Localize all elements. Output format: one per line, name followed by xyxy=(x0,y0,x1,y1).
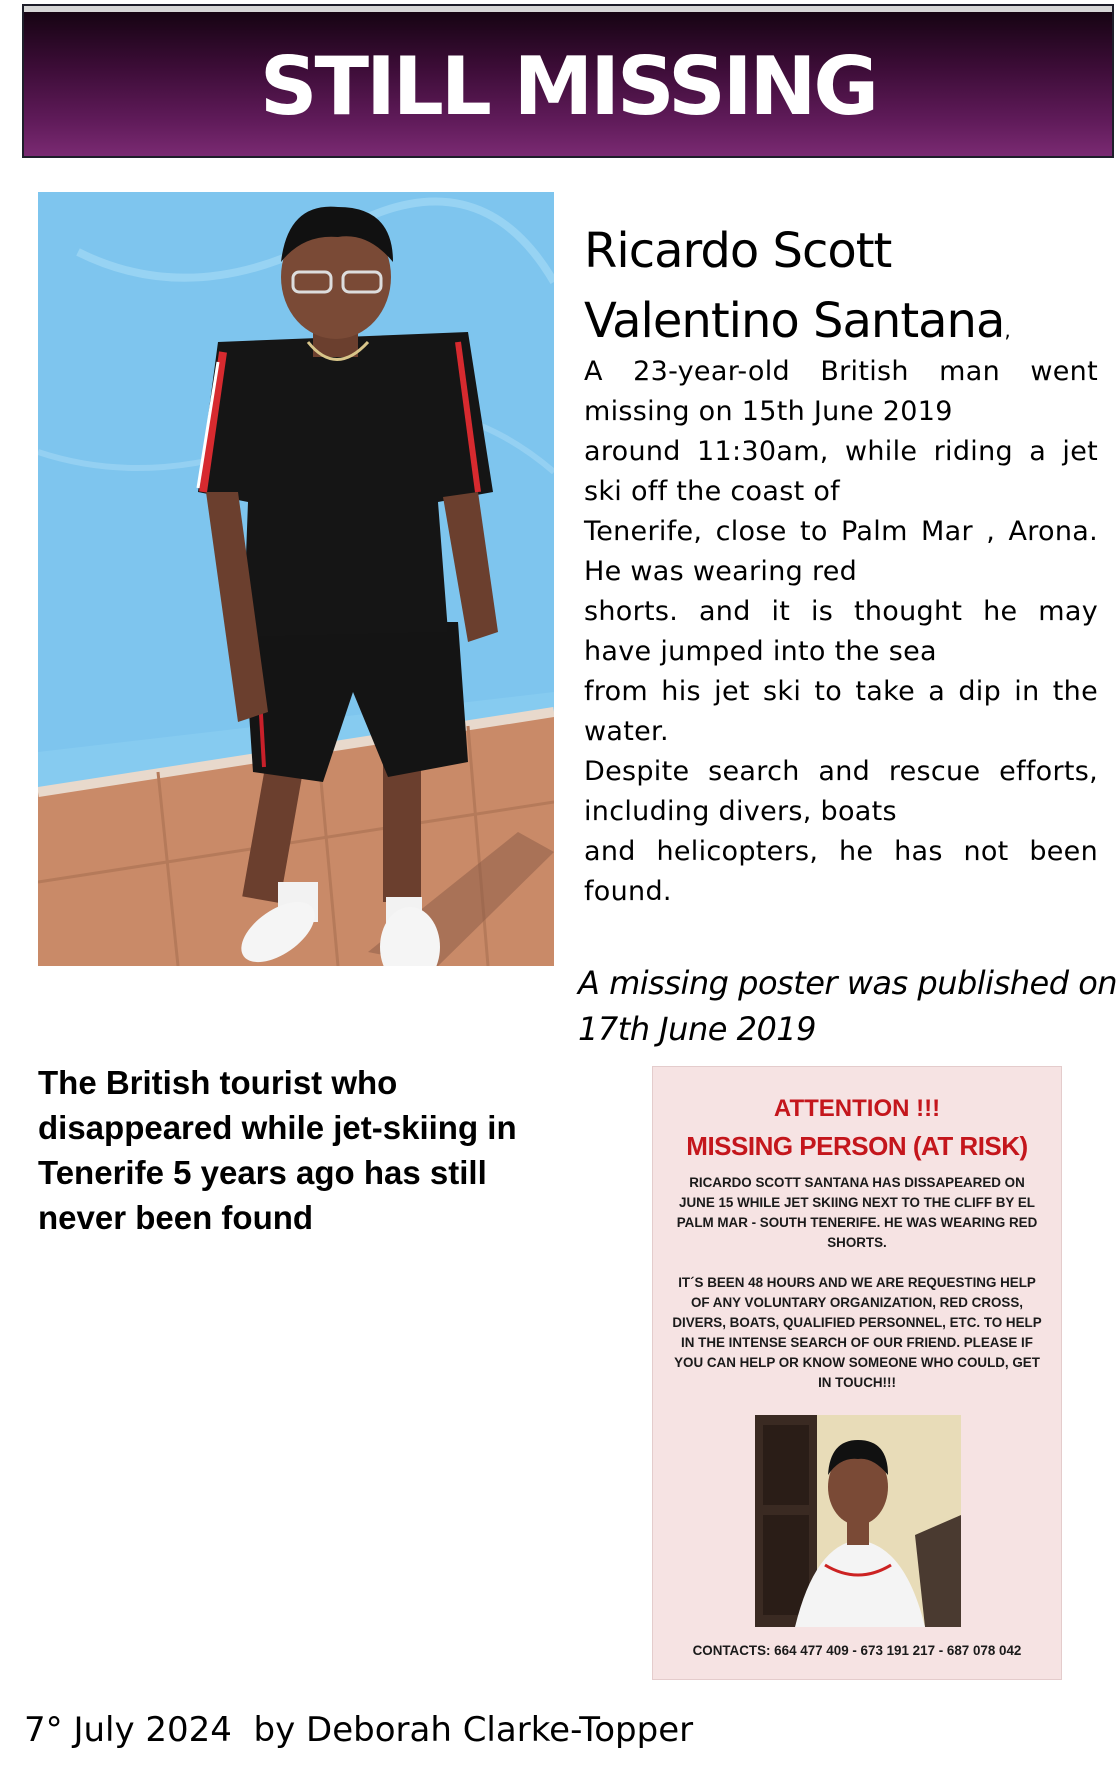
person-name xyxy=(584,216,1104,365)
title-banner xyxy=(22,4,1114,158)
person-at-pool-image xyxy=(38,192,554,966)
missing-poster xyxy=(652,1066,1062,1680)
main-photo xyxy=(38,192,554,966)
poster-photo xyxy=(755,1415,961,1627)
article-paragraph: Despite search and rescue efforts, including divers, boats xyxy=(584,756,1098,827)
poster-heading: MISSING PERSON (AT RISK) xyxy=(686,1131,1028,1161)
article-paragraph: from his jet ski to take a dip in the water. xyxy=(584,676,1098,747)
article-paragraph: around 11:30am, while riding a jet ski off the coast of xyxy=(584,436,1098,507)
name-comma: , xyxy=(1004,318,1011,342)
name-line-2-text: Valentino Santana xyxy=(584,293,1005,349)
article-paragraph: A 23-year-old British man went missing on 15th June 2019 xyxy=(584,356,1098,427)
article-body xyxy=(584,352,1098,912)
name-line-1: Ricardo Scott xyxy=(584,223,892,279)
poster-caption: A missing poster was published on 17th June 2019 xyxy=(578,964,1118,1048)
poster-text-1: RICARDO SCOTT SANTANA HAS DISSAPEARED ON JUNE 15 WHILE JET SKIING NEXT TO THE CLIFF BY EL PALM MAR - SOUTH TENERIFE. HE WAS WEARING RED SHORTS. xyxy=(676,1175,1038,1250)
byline-footer: 7° July 2024 by Deborah Clarke-Topper xyxy=(24,1710,694,1750)
poster-person-image xyxy=(755,1415,961,1627)
poster-attention: ATTENTION !!! xyxy=(773,1095,941,1122)
article-paragraph: shorts. and it is thought he may have jumped into the sea xyxy=(584,596,1098,667)
article-paragraph: Tenerife, close to Palm Mar , Arona. He was wearing red xyxy=(584,516,1098,587)
banner-title: STILL MISSING xyxy=(259,39,877,133)
subheading: The British tourist who disappeared while jet-skiing in Tenerife 5 years ago has still never been found xyxy=(38,1064,517,1236)
poster-text-2: IT´S BEEN 48 HOURS AND WE ARE REQUESTING HELP OF ANY VOLUNTARY ORGANIZATION, RED CROSS, DIVERS, BOATS, QUALIFIED PERSONNEL, ETC. TO HELP IN THE INTENSE SEARCH OF OUR FRIEND. PLEASE IF YOU CAN HELP OR KNOW SOMEONE WHO COULD, GET IN TOUCH!!! xyxy=(672,1275,1042,1390)
article-paragraph: and helicopters, he has not been found. xyxy=(584,836,1098,907)
poster-contacts: CONTACTS: 664 477 409 - 673 191 217 - 687 078 042 xyxy=(692,1643,1022,1658)
